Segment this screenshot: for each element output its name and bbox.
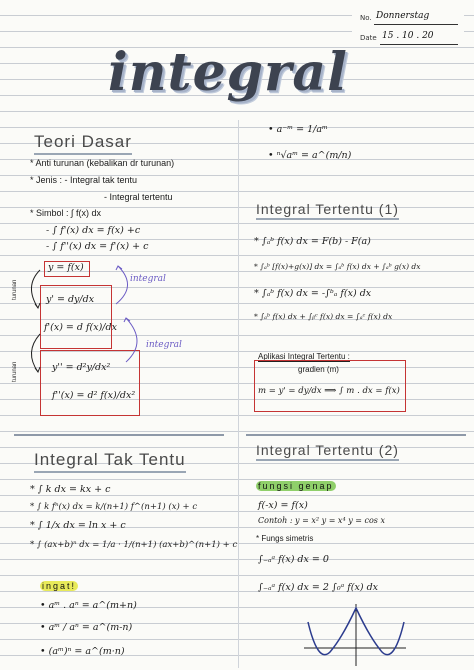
fungsi-genap-badge <box>256 474 336 493</box>
ingat-line: • (aᵐ)ⁿ = a^(m·n) <box>40 646 125 657</box>
teori-line: * Simbol : ∫ f(x) dx <box>30 208 101 218</box>
first-derivative-y: y' = dy/dx <box>46 294 95 305</box>
integral-label-2: integral <box>146 340 182 350</box>
tertentu2-line: ∫₋ₐᵃ f(x) dx = 0 <box>258 554 329 565</box>
integral-label-1: integral <box>130 274 166 284</box>
section-divider-left <box>14 434 224 436</box>
teori-line: * Jenis : - Integral tak tentu <box>30 175 138 185</box>
ingat-line: • aᵐ . aⁿ = a^(m+n) <box>40 600 137 611</box>
ingat-line: • aᵐ / aⁿ = a^(m-n) <box>40 622 133 633</box>
tertentu1-line: * ∫ₐᵇ f(x) dx = -∫ᵇₐ f(x) dx <box>254 288 372 299</box>
date-value: 15 . 10 . 20 <box>382 31 434 41</box>
second-derivative-f: f''(x) = d² f(x)/dx² <box>52 390 136 401</box>
tertentu2-line: f(-x) = f(x) <box>258 500 308 511</box>
teori-line: * Anti turunan (kebalikan dr turunan) <box>30 158 175 168</box>
second-derivative-y: y'' = d²y/dx² <box>52 362 111 373</box>
side-label-turunan-2: turunan <box>12 361 18 382</box>
column-separator <box>238 120 239 668</box>
tertentu1-line: * ∫ₐᵇ [f(x)+g(x)] dx = ∫ₐᵇ f(x) dx + ∫ₐᵇ g(x) dx <box>254 262 421 271</box>
tak-tentu-line: * ∫ 1/x dx = ln x + c <box>30 520 126 531</box>
section-title-integral-tertentu-2: Integral Tertentu (2) <box>256 442 399 461</box>
ingat-label: ingat! <box>42 581 77 591</box>
section-divider-right <box>246 434 466 436</box>
y-equals-fx: y = f(x) <box>48 262 84 273</box>
teori-line: - ∫ f'(x) dx = f(x) +c <box>46 225 141 236</box>
tak-tentu-line: * ∫ (ax+b)ⁿ dx = 1/a · 1/(n+1) (ax+b)^(n+1) + c <box>30 540 238 550</box>
derivative-arrows-icon <box>18 262 48 412</box>
first-derivative-f: f'(x) = d f(x)/dx <box>44 322 117 333</box>
exponent-rule-root: • ⁿ√aᵐ = a^(m/n) <box>268 150 352 161</box>
side-label-turunan-1: turunan <box>12 279 18 300</box>
no-value: Donnerstag <box>376 11 430 21</box>
tertentu1-line: * ∫ₐᵇ f(x) dx = F(b) - F(a) <box>254 236 371 247</box>
section-title-integral-tak-tentu: Integral Tak Tentu <box>34 450 186 473</box>
tak-tentu-line: * ∫ k fⁿ(x) dx = k/(n+1) f^(n+1) (x) + c <box>30 502 198 512</box>
section-title-teori-dasar: Teori Dasar <box>34 132 132 155</box>
no-label: No. <box>360 14 372 22</box>
teori-line: - Integral tertentu <box>104 192 173 202</box>
tertentu1-line: * ∫ₐᵇ f(x) dx + ∫ᵦᶜ f(x) dx = ∫ₐᶜ f(x) dx <box>254 312 393 321</box>
cos-graph-icon <box>300 602 410 668</box>
tertentu2-line: Contoh : y = x² y = x⁴ y = cos x <box>258 516 385 525</box>
header-box <box>352 6 464 44</box>
section-title-integral-tertentu-1: Integral Tertentu (1) <box>256 201 399 220</box>
teori-line: - ∫ f''(x) dx = f'(x) + c <box>46 241 149 252</box>
tertentu2-line: * Fungs simetris <box>256 534 314 543</box>
date-underline <box>380 44 458 45</box>
exponent-rule-negative: • a⁻ᵐ = 1/aᵐ <box>268 124 328 135</box>
tertentu2-line: ∫₋ₐᵃ f(x) dx = 2 ∫₀ᵃ f(x) dx <box>258 582 379 593</box>
page-title: integral <box>108 42 348 103</box>
aplikasi-formula: m = y' = dy/dx ⟹ ∫ m . dx = f(x) <box>258 386 400 396</box>
fungsi-genap-label: fungsi genap <box>258 481 334 491</box>
tak-tentu-line: * ∫ k dx = kx + c <box>30 484 111 495</box>
gradien-label: gradien (m) <box>298 365 339 374</box>
date-label: Date <box>360 34 377 42</box>
ingat-badge <box>40 574 78 593</box>
aplikasi-label: Aplikasi Integral Tertentu : <box>258 352 350 361</box>
no-underline <box>374 24 458 25</box>
